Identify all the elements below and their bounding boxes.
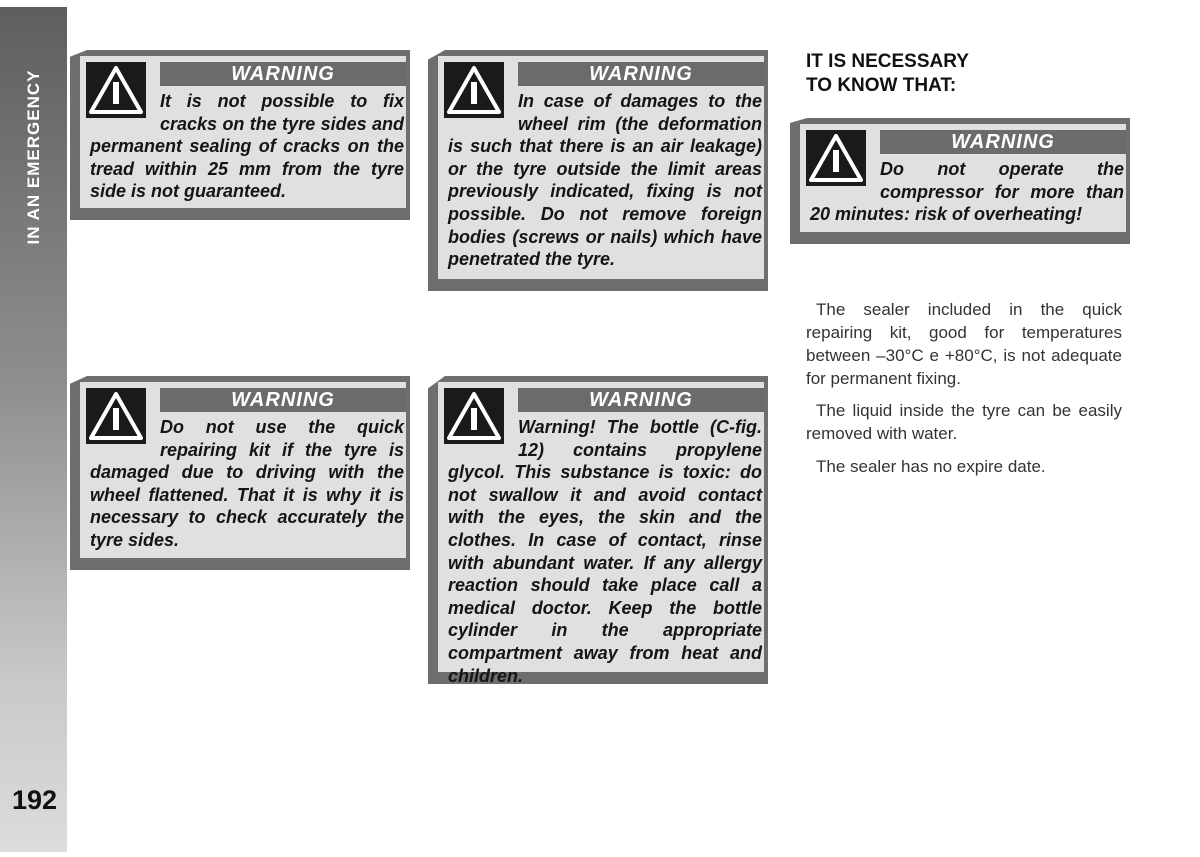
warning-panel — [80, 56, 406, 208]
chapter-title: IN AN EMERGENCY — [24, 69, 43, 245]
warning-heading: WARNING — [518, 388, 764, 412]
section-heading-line1: IT IS NECESSARY — [806, 51, 969, 72]
warning-panel — [438, 382, 764, 686]
warning-panel — [80, 382, 406, 558]
warning-box-compressor — [790, 118, 1130, 244]
warning-box-propylene-glycol — [428, 376, 768, 684]
warning-heading: WARNING — [880, 130, 1126, 154]
section-heading — [806, 50, 1066, 98]
page-number: 192 — [12, 785, 58, 815]
paragraph-sealer-temperature: The sealer included in the quick repairing kit, good for temperatures between –30°C e +80°C, is not adequate for permanent fixing. — [806, 300, 1122, 388]
warning-text: In case of damages to the wheel rim (the deformation is such that there is an air leakage) or the tyre outside the limit areas previously indicated, fixing is not possible. Do not remove foreign bodies (screws or nails) which have penetrated the tyre. — [448, 91, 762, 270]
warning-box-tyre-sides — [70, 50, 410, 220]
side-tab — [0, 7, 67, 852]
warning-panel — [800, 124, 1126, 232]
warning-heading: WARNING — [160, 388, 406, 412]
warning-text: Do not use the quick repairing kit if the tyre is damaged due to driving with the wheel flattened. That it is why it is necessary to check accurately the tyre sides. — [90, 417, 404, 550]
warning-text: Warning! The bottle (C-fig. 12) contains propylene glycol. This substance is toxic: do not swallow it and avoid contact with the eyes, the skin and the clothes. In case of contact, rinse with abundant water. If any allergy reaction should take place call a medical doctor. Keep the bottle cylinder in the appropriate compartment away from heat and children. — [448, 417, 762, 686]
warning-box-wheel-rim — [428, 50, 768, 291]
warning-text: It is not possible to fix cracks on the tyre sides and permanent sealing of cracks on the tread within 25 mm from the tyre side is not guaranteed. — [90, 91, 404, 202]
section-heading-line2: TO KNOW THAT: — [806, 75, 957, 96]
side-title — [0, 57, 67, 257]
warning-heading: WARNING — [160, 62, 406, 86]
warning-box-flattened-tyre — [70, 376, 410, 570]
warning-heading: WARNING — [518, 62, 764, 86]
paragraph-liquid-removal: The liquid inside the tyre can be easily removed with water. — [806, 401, 1122, 443]
paragraph-expire-date: The sealer has no expire date. — [816, 457, 1046, 476]
warning-text: Do not operate the compressor for more than 20 minutes: risk of overheating! — [810, 159, 1124, 225]
warning-panel — [438, 56, 764, 279]
